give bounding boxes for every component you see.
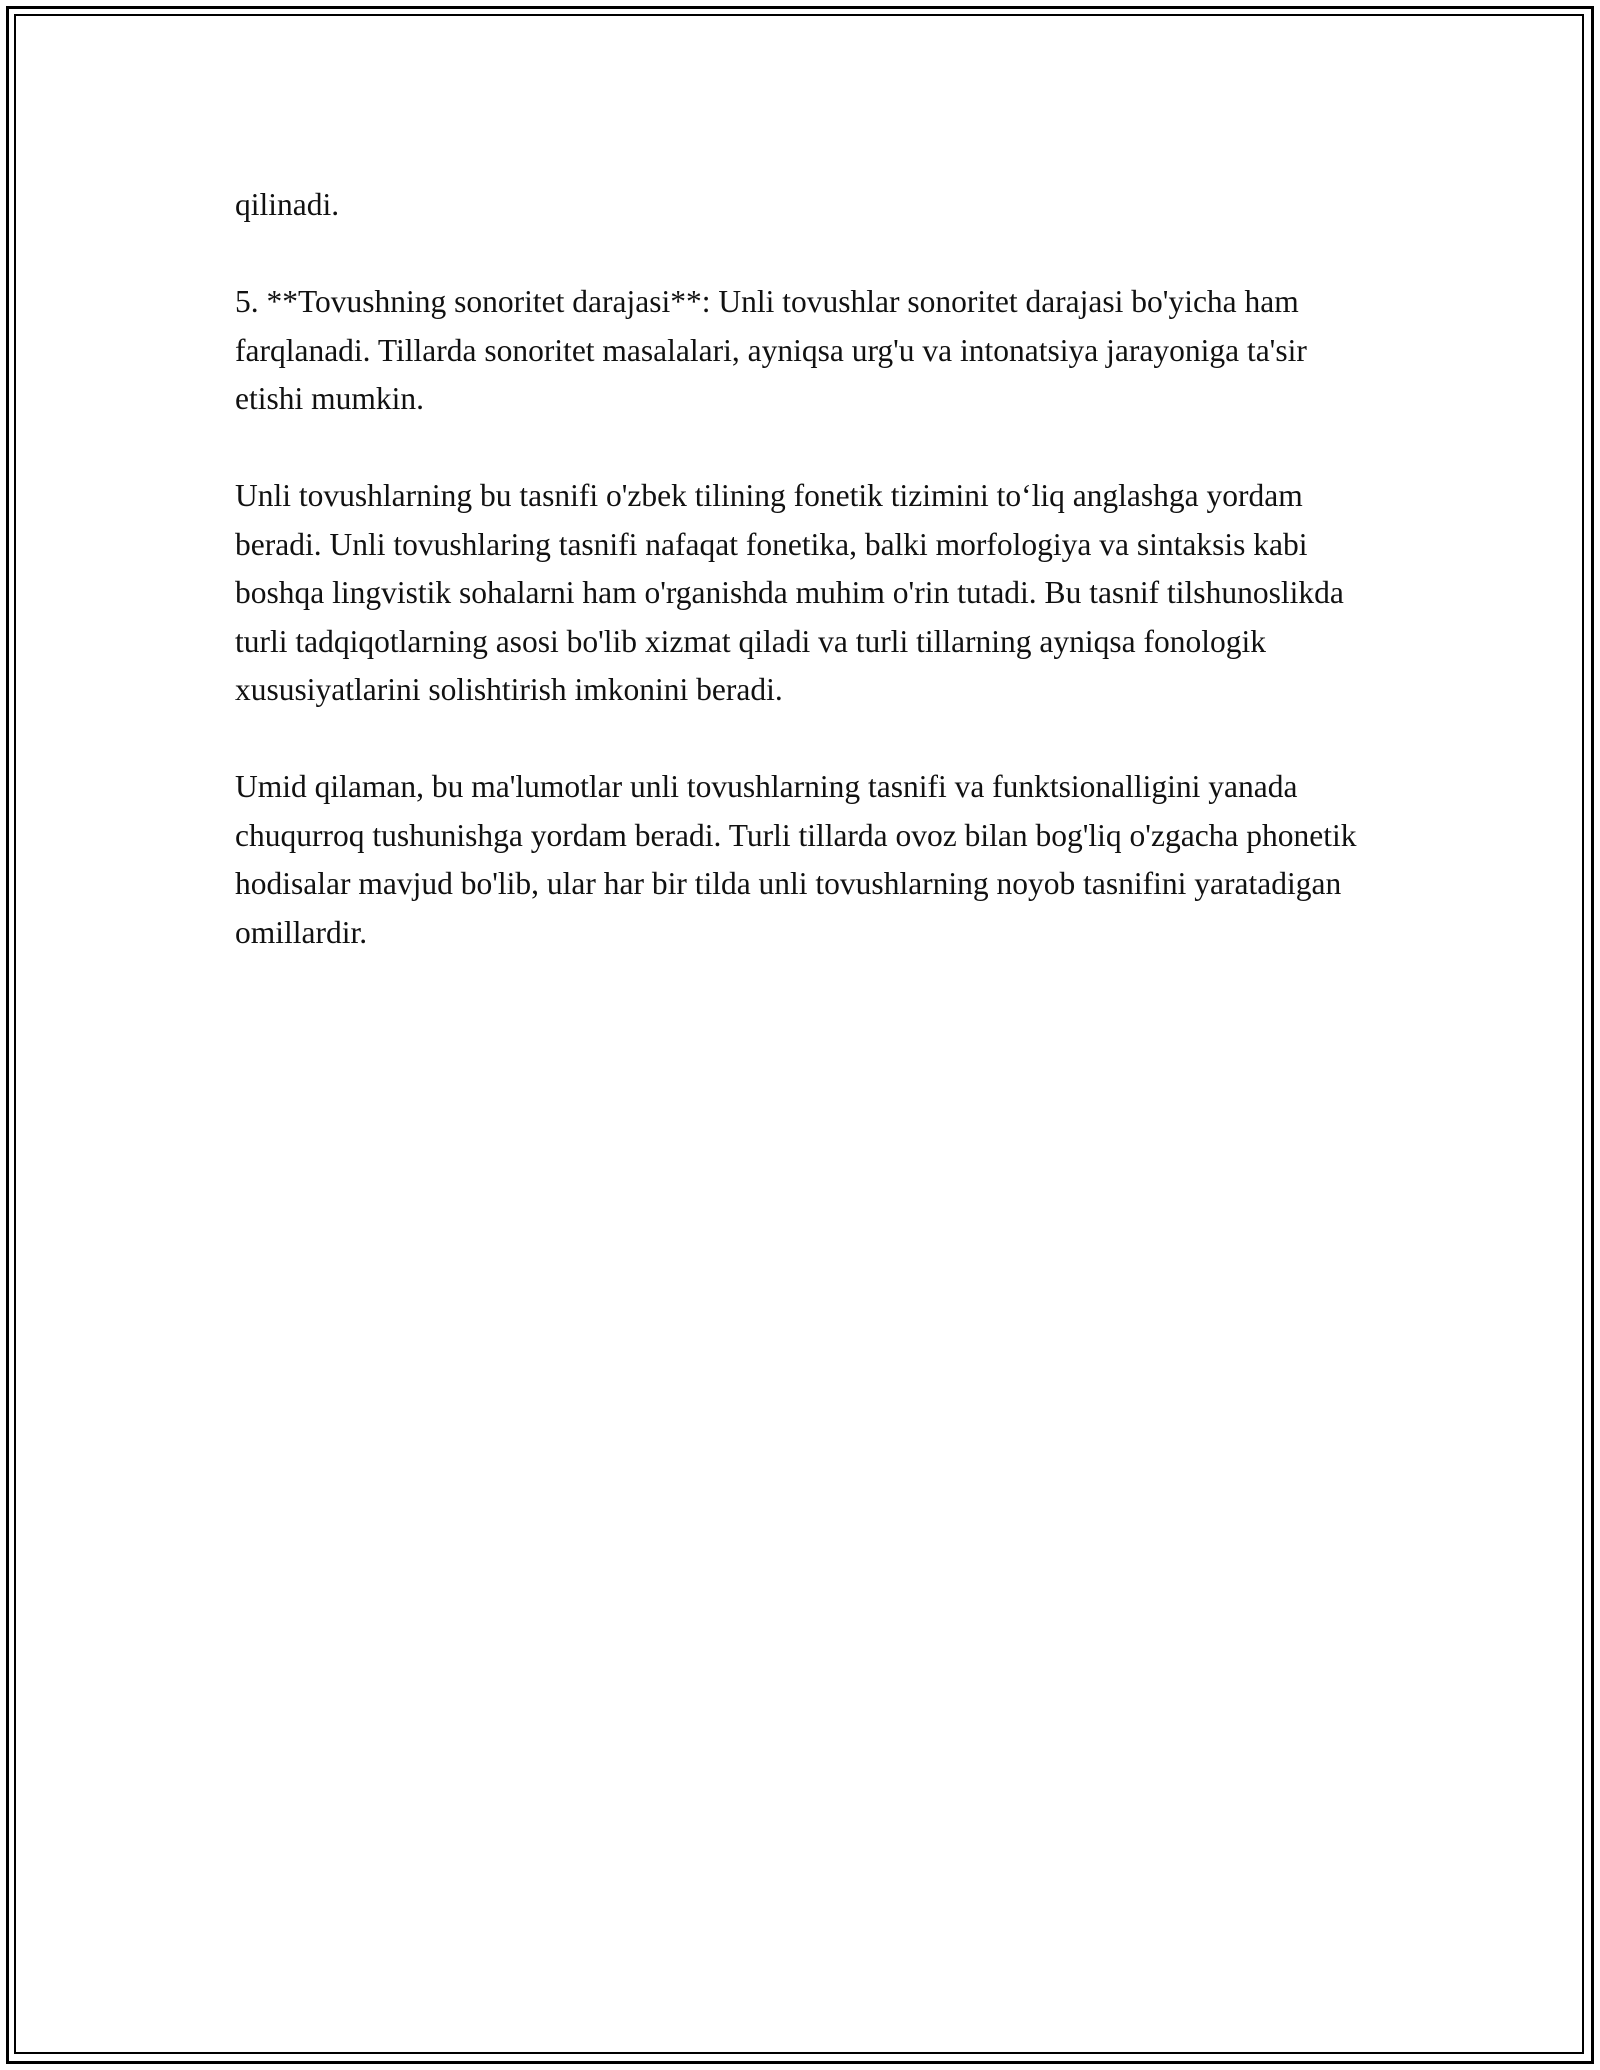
paragraph-conclusion: Umid qilaman, bu ma'lumotlar unli tovushlarning tasnifi va funktsionalligini yanada chuqurroq tushunishga yordam beradi. Turli tillarda ovoz bilan bog'liq o'zgacha phonetik hodisalar mavjud bo'lib, ular har bir tilda unli tovushlarning noyob tasnifini yaratadigan omillardir. (235, 769, 1357, 950)
paragraph-classification-summary: Unli tovushlarning bu tasnifi o'zbek tilining fonetik tizimini to‘liq anglashga yordam beradi. Unli tovushlaring tasnifi nafaqat fonetika, balki morfologiya va sintaksis kabi boshqa lingvistik sohalarni ham o'rganishda muhim o'rin tutadi. Bu tasnif tilshunoslikda turli tadqiqotlarning asosi bo'lib xizmat qiladi va turli tillarning ayniqsa fonologik xususiyatlarini solishtirish imkonini beradi. (235, 478, 1344, 707)
document-body (235, 181, 1380, 1006)
paragraph-continuation: qilinadi. (235, 187, 340, 222)
paragraph-sonority-degree: 5. **Tovushning sonoritet darajasi**: Unli tovushlar sonoritet darajasi bo'yicha ham farqlanadi. Tillarda sonoritet masalalari, ayniqsa urg'u va intonatsiya jarayoniga ta'sir etishi mumkin. (235, 284, 1307, 416)
